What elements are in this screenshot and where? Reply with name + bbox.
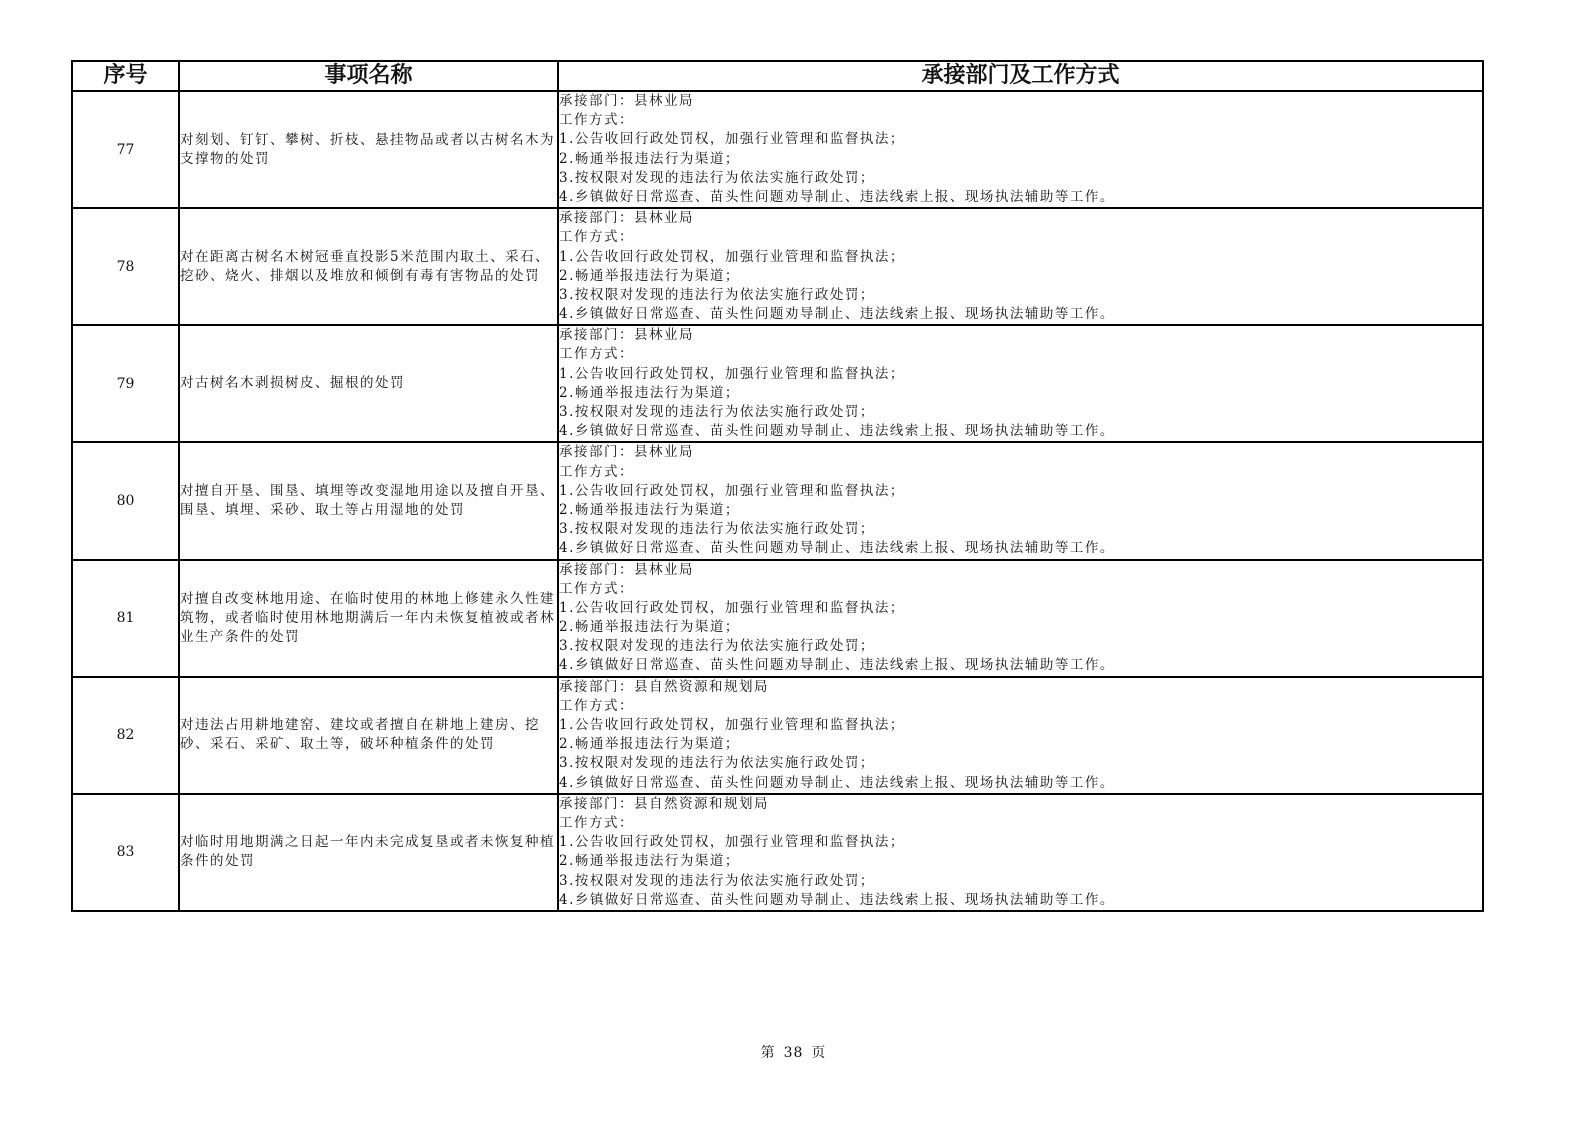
method-step-line: 4.乡镇做好日常巡查、苗头性问题劝导制止、违法线索上报、现场执法辅助等工作。 — [559, 188, 1115, 205]
method-step-line: 1.公告收回行政处罚权，加强行业管理和监督执法； — [559, 131, 905, 148]
page-number — [0, 1042, 1587, 1062]
serial-number-cell: 80 — [72, 442, 179, 559]
page-suffix: 页 — [811, 1045, 827, 1061]
method-heading-line: 工作方式： — [559, 814, 634, 831]
method-step-line: 2.畅通举报违法行为渠道； — [559, 150, 740, 167]
serial-number-cell: 83 — [72, 794, 179, 911]
department-line: 承接部门：县自然资源和规划局 — [559, 678, 769, 695]
department-line: 承接部门：县林业局 — [559, 93, 694, 109]
method-step-line: 3.按权限对发现的违法行为依法实施行政处罚； — [559, 404, 875, 420]
method-step-line: 4.乡镇做好日常巡查、苗头性问题劝导制止、违法线索上报、现场执法辅助等工作。 — [559, 423, 1115, 440]
matters-table — [71, 60, 1484, 912]
department-method-cell — [558, 560, 1483, 677]
table-body — [72, 91, 1483, 911]
method-step-line: 2.畅通举报违法行为渠道； — [559, 267, 740, 284]
method-step-line: 3.按权限对发现的违法行为依法实施行政处罚； — [559, 169, 875, 186]
serial-number-cell: 82 — [72, 677, 179, 794]
method-step-line: 2.畅通举报违法行为渠道； — [559, 619, 740, 636]
header-serial-number: 序号 — [72, 61, 179, 91]
serial-number-cell: 77 — [72, 91, 179, 208]
method-step-line: 1.公告收回行政处罚权，加强行业管理和监督执法； — [559, 717, 905, 733]
method-step-line: 3.按权限对发现的违法行为依法实施行政处罚； — [559, 638, 875, 655]
method-step-line: 1.公告收回行政处罚权，加强行业管理和监督执法； — [559, 482, 905, 499]
department-line: 承接部门：县林业局 — [559, 444, 694, 461]
method-step-line: 4.乡镇做好日常巡查、苗头性问题劝导制止、违法线索上报、现场执法辅助等工作。 — [559, 891, 1115, 908]
method-step-line: 4.乡镇做好日常巡查、苗头性问题劝导制止、违法线索上报、现场执法辅助等工作。 — [559, 306, 1115, 323]
department-method-cell — [558, 442, 1483, 559]
department-line: 承接部门：县林业局 — [559, 327, 694, 344]
method-step-line: 1.公告收回行政处罚权，加强行业管理和监督执法； — [559, 599, 905, 616]
method-heading-line: 工作方式： — [559, 580, 634, 597]
table-row — [72, 208, 1483, 325]
method-step-line: 1.公告收回行政处罚权，加强行业管理和监督执法； — [559, 365, 905, 382]
serial-number-cell: 78 — [72, 208, 179, 325]
table-row — [72, 442, 1483, 559]
method-step-line: 3.按权限对发现的违法行为依法实施行政处罚； — [559, 755, 875, 772]
matter-name-cell: 对古树名木剥损树皮、掘根的处罚 — [179, 325, 558, 442]
method-heading-line: 工作方式： — [559, 229, 634, 246]
department-line: 承接部门：县林业局 — [559, 210, 694, 227]
method-heading-line: 工作方式： — [559, 112, 634, 129]
table-row — [72, 91, 1483, 208]
department-method-cell — [558, 91, 1483, 208]
matter-name-cell: 对刻划、钉钉、攀树、折枝、悬挂物品或者以古树名木为支撑物的处罚 — [179, 91, 558, 208]
department-method-cell — [558, 325, 1483, 442]
method-step-line: 3.按权限对发现的违法行为依法实施行政处罚； — [559, 521, 875, 538]
header-department-method: 承接部门及工作方式 — [558, 61, 1483, 91]
department-line: 承接部门：县林业局 — [559, 561, 694, 578]
method-step-line: 3.按权限对发现的违法行为依法实施行政处罚； — [559, 286, 875, 303]
method-heading-line: 工作方式： — [559, 463, 634, 480]
table-row — [72, 560, 1483, 677]
serial-number-cell: 79 — [72, 325, 179, 442]
department-method-cell — [558, 677, 1483, 794]
department-method-cell — [558, 794, 1483, 911]
table-row — [72, 794, 1483, 911]
page-value: 38 — [783, 1045, 804, 1061]
method-heading-line: 工作方式： — [559, 346, 634, 363]
table-header-row — [72, 61, 1483, 91]
method-step-line: 4.乡镇做好日常巡查、苗头性问题劝导制止、违法线索上报、现场执法辅助等工作。 — [559, 657, 1115, 674]
matter-name-cell: 对临时用地期满之日起一年内未完成复垦或者未恢复种植条件的处罚 — [179, 794, 558, 911]
method-step-line: 4.乡镇做好日常巡查、苗头性问题劝导制止、违法线索上报、现场执法辅助等工作。 — [559, 774, 1115, 791]
matter-name-cell: 对违法占用耕地建窑、建坟或者擅自在耕地上建房、挖砂、采石、采矿、取土等，破坏种植条件的处罚 — [179, 677, 558, 794]
method-step-line: 3.按权限对发现的违法行为依法实施行政处罚； — [559, 872, 875, 889]
header-matter-name: 事项名称 — [179, 61, 558, 91]
method-step-line: 2.畅通举报违法行为渠道； — [559, 736, 740, 753]
matter-name-cell: 对擅自开垦、围垦、填埋等改变湿地用途以及擅自开垦、围垦、填埋、采砂、取土等占用湿地的处罚 — [179, 442, 558, 559]
method-step-line: 2.畅通举报违法行为渠道； — [559, 853, 740, 870]
method-step-line: 2.畅通举报违法行为渠道； — [559, 501, 740, 518]
method-heading-line: 工作方式： — [559, 697, 634, 714]
department-line: 承接部门：县自然资源和规划局 — [559, 795, 769, 812]
matter-name-cell: 对在距离古树名木树冠垂直投影5米范围内取土、采石、挖砂、烧火、排烟以及堆放和倾倒有毒有害物品的处罚 — [179, 208, 558, 325]
method-step-line: 1.公告收回行政处罚权，加强行业管理和监督执法； — [559, 248, 905, 265]
page-prefix: 第 — [760, 1045, 776, 1061]
department-method-cell — [558, 208, 1483, 325]
method-step-line: 2.畅通举报违法行为渠道； — [559, 384, 740, 401]
table-row — [72, 325, 1483, 442]
method-step-line: 4.乡镇做好日常巡查、苗头性问题劝导制止、违法线索上报、现场执法辅助等工作。 — [559, 540, 1115, 557]
matter-name-cell: 对擅自改变林地用途、在临时使用的林地上修建永久性建筑物，或者临时使用林地期满后一年内未恢复植被或者林业生产条件的处罚 — [179, 560, 558, 677]
method-step-line: 1.公告收回行政处罚权，加强行业管理和监督执法； — [559, 834, 905, 851]
table-row — [72, 677, 1483, 794]
serial-number-cell: 81 — [72, 560, 179, 677]
